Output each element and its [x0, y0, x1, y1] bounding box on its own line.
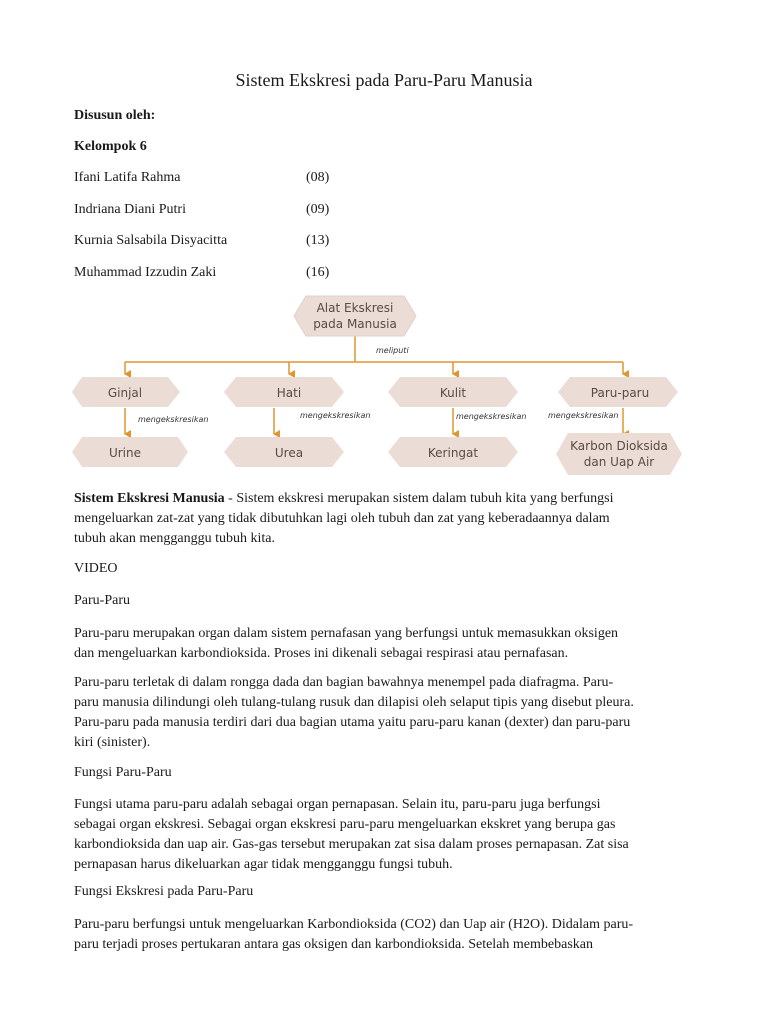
edge-label-mengekskresikan: mengekskresikan	[456, 412, 527, 421]
paragraph-line: kiri (sinister).	[74, 735, 151, 750]
paragraph-line: Paru-paru pada manusia terdiri dari dua bagian utama yaitu paru-paru kanan (dexter) dan paru-paru	[74, 715, 631, 730]
edge-label-mengekskresikan: mengekskresikan	[300, 411, 371, 420]
member-name: Indriana Diani Putri	[74, 202, 186, 217]
member-name: Kurnia Salsabila Disyacitta	[74, 233, 228, 248]
paragraph-line: dan mengeluarkan karbondioksida. Proses ini dikenali sebagai respirasi atau pernafasan.	[74, 646, 569, 661]
organ-label: Kulit	[439, 386, 467, 400]
output-node-urine	[72, 437, 188, 467]
output-node-urea	[224, 437, 344, 467]
paragraph-paru	[74, 624, 696, 664]
organ-label: Paru-paru	[590, 386, 650, 400]
paragraph-line: Paru-paru berfungsi untuk mengeluarkan Karbondioksida (CO2) dan Uap air (H2O). Didalam paru-	[74, 917, 634, 932]
member-name: Ifani Latifa Rahma	[74, 170, 181, 185]
excretion-diagram	[70, 288, 690, 480]
diagram-root-node	[294, 296, 416, 336]
output-label-line1: Karbon Dioksida	[570, 439, 668, 453]
paragraph-line: paru manusia dilindungi oleh tulang-tulang rusuk dan dilapisi oleh selaput tipis yang disebut pleura.	[74, 695, 634, 710]
video-label: VIDEO	[74, 561, 118, 576]
paragraph-definition	[74, 489, 696, 549]
member-number: (16)	[306, 265, 330, 280]
root-label-line1: Alat Ekskresi	[316, 301, 394, 315]
organ-node-kulit	[388, 377, 518, 407]
paragraph-excretion	[74, 915, 696, 955]
author-heading: Disusun oleh:	[74, 108, 156, 123]
organ-label: Hati	[276, 386, 302, 400]
paragraph-line: Fungsi utama paru-paru adalah sebagai organ pernapasan. Selain itu, paru-paru juga berfungsi	[74, 797, 601, 812]
output-node-karbon	[556, 433, 682, 475]
member-number: (08)	[306, 170, 330, 185]
output-label: Keringat	[427, 446, 479, 460]
paragraph-line: paru terjadi proses pertukaran antara gas oksigen dan karbondioksida. Setelah membebaskan	[74, 937, 593, 952]
output-label-line2: dan Uap Air	[583, 455, 655, 469]
group-name: Kelompok 6	[74, 139, 147, 154]
edge-label-mengekskresikan: mengekskresikan	[138, 415, 209, 424]
definition-term: Sistem Ekskresi Manusia	[74, 491, 225, 506]
paragraph-function	[74, 795, 696, 875]
paragraph-line: Paru-paru merupakan organ dalam sistem pernafasan yang berfungsi untuk memasukkan oksigen	[74, 626, 619, 641]
edge-label-meliputi: meliputi	[376, 346, 409, 355]
paragraph-line: sebagai organ ekskresi. Sebagai organ ekskresi paru-paru mengeluarkan ekskret yang berupa gas	[74, 817, 616, 832]
paragraph-line: pernapasan harus dikeluarkan agar tidak mengganggu fungsi tubuh.	[74, 857, 453, 872]
output-label: Urea	[274, 446, 304, 460]
output-node-keringat	[388, 437, 518, 467]
organ-node-ginjal	[72, 377, 180, 407]
organ-label: Ginjal	[107, 386, 143, 400]
paragraph-line: Paru-paru terletak di dalam rongga dada dan bagian bawahnya menempel pada diafragma. Paru-	[74, 675, 614, 690]
paragraph-line: tubuh akan mengganggu tubuh kita.	[74, 531, 276, 546]
heading-ekskresi: Fungsi Ekskresi pada Paru-Paru	[74, 884, 254, 899]
member-number: (13)	[306, 233, 330, 248]
heading-fungsi: Fungsi Paru-Paru	[74, 765, 172, 780]
paragraph-line: mengeluarkan zat-zat yang tidak dibutuhkan lagi oleh tubuh dan zat yang keberadaannya dalam	[74, 511, 610, 526]
paragraph-location	[74, 673, 696, 753]
edge-label-mengekskresikan: mengekskresikan	[548, 411, 619, 420]
member-name: Muhammad Izzudin Zaki	[74, 265, 217, 280]
member-number: (09)	[306, 202, 330, 217]
heading-paru: Paru-Paru	[74, 593, 130, 608]
document-title: Sistem Ekskresi pada Paru-Paru Manusia	[235, 70, 533, 90]
output-label: Urine	[108, 446, 142, 460]
root-label-line2: pada Manusia	[313, 317, 397, 331]
organ-node-hati	[224, 377, 344, 407]
paragraph-line: karbondioksida dan uap air. Gas-gas tersebut merupakan zat sisa dalam proses pernapasan. Zat sisa	[74, 837, 629, 852]
definition-text: - Sistem ekskresi merupakan sistem dalam tubuh kita yang berfungsi	[224, 491, 614, 506]
organ-node-paru	[558, 377, 678, 407]
